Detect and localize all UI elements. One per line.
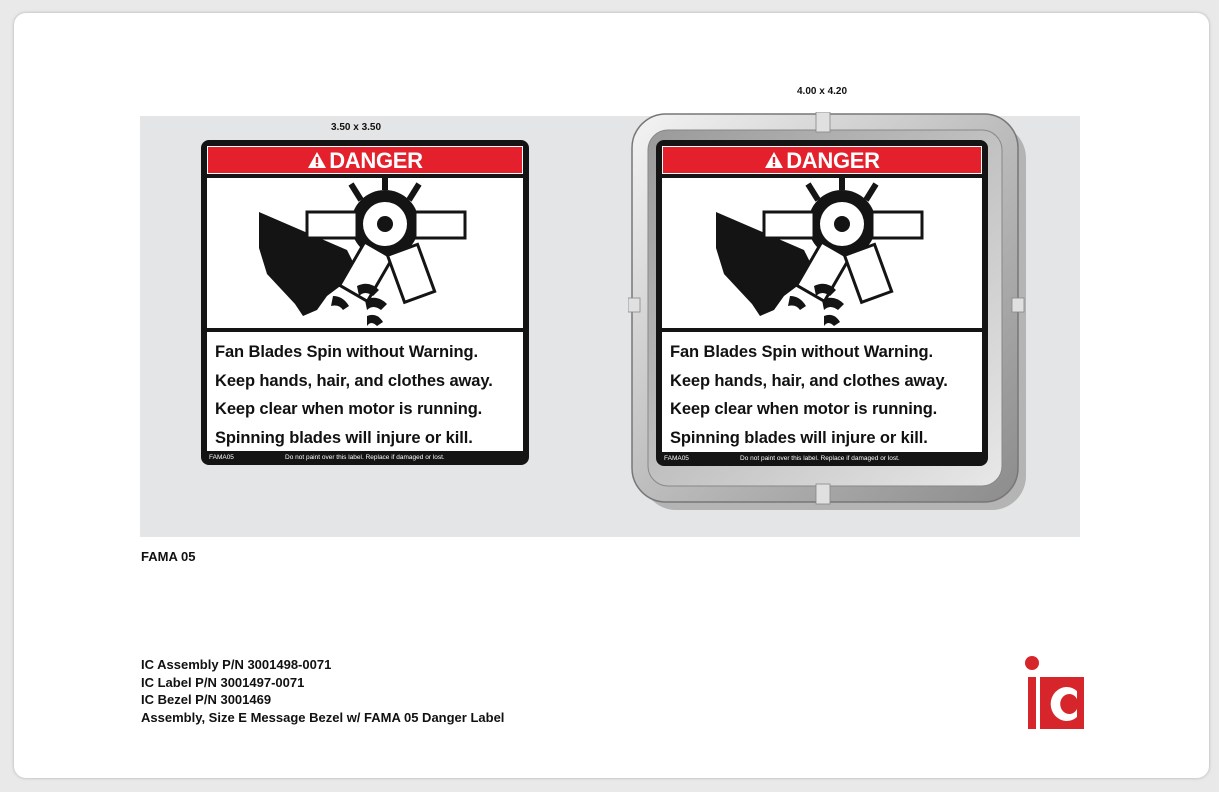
ic-logo — [1019, 655, 1085, 731]
assembly-pn: IC Assembly P/N 3001498-0071 — [141, 657, 332, 672]
danger-header — [207, 146, 523, 174]
message-line: Fan Blades Spin without Warning. — [670, 343, 933, 361]
message-line: Spinning blades will injure or kill. — [670, 428, 928, 447]
warning-triangle-icon — [307, 151, 327, 169]
label-code: FAMA05 — [664, 455, 689, 462]
label-pn: IC Label P/N 3001497-0071 — [141, 674, 305, 690]
danger-header — [662, 146, 982, 174]
message-line: Keep hands, hair, and clothes away. — [670, 371, 948, 390]
hand-fan-hazard-icon — [207, 178, 523, 328]
label-inner — [662, 146, 982, 452]
bezel-pn: IC Bezel P/N 3001469 — [141, 692, 272, 707]
right-label-size: 4.00 x 4.20 — [797, 86, 848, 97]
message-box — [662, 332, 982, 452]
message-line: Fan Blades Spin without Warning. — [215, 343, 478, 361]
message-box — [207, 332, 523, 451]
label-footer — [662, 453, 982, 465]
hand-fan-hazard-icon — [662, 178, 982, 328]
message-line: Keep clear when motor is running. — [670, 400, 938, 418]
danger-header-text: DANGER — [786, 148, 880, 173]
label-footer-note: Do not paint over this label. Replace if damaged or lost. — [285, 454, 445, 461]
label-inner — [207, 146, 523, 451]
fan-blade-pictogram — [662, 178, 982, 328]
warning-triangle-icon — [764, 151, 784, 169]
part-number-info — [141, 656, 504, 726]
label-footer-note: Do not paint over this label. Replace if damaged or lost. — [740, 455, 900, 462]
left-label-size: 3.50 x 3.50 — [331, 122, 382, 133]
label-footer — [207, 452, 523, 464]
fan-blade-pictogram — [207, 178, 523, 328]
assembly-description: Assembly, Size E Message Bezel w/ FAMA 05 Danger Label — [141, 709, 505, 725]
danger-label-small — [201, 140, 529, 465]
message-line: Keep clear when motor is running. — [215, 400, 483, 418]
message-line: Spinning blades will injure or kill. — [215, 428, 473, 447]
danger-label-bezel — [656, 140, 988, 466]
product-title: FAMA 05 — [141, 549, 196, 564]
danger-header-text: DANGER — [329, 148, 423, 173]
message-line: Keep hands, hair, and clothes away. — [215, 371, 493, 390]
label-code: FAMA05 — [209, 454, 234, 461]
